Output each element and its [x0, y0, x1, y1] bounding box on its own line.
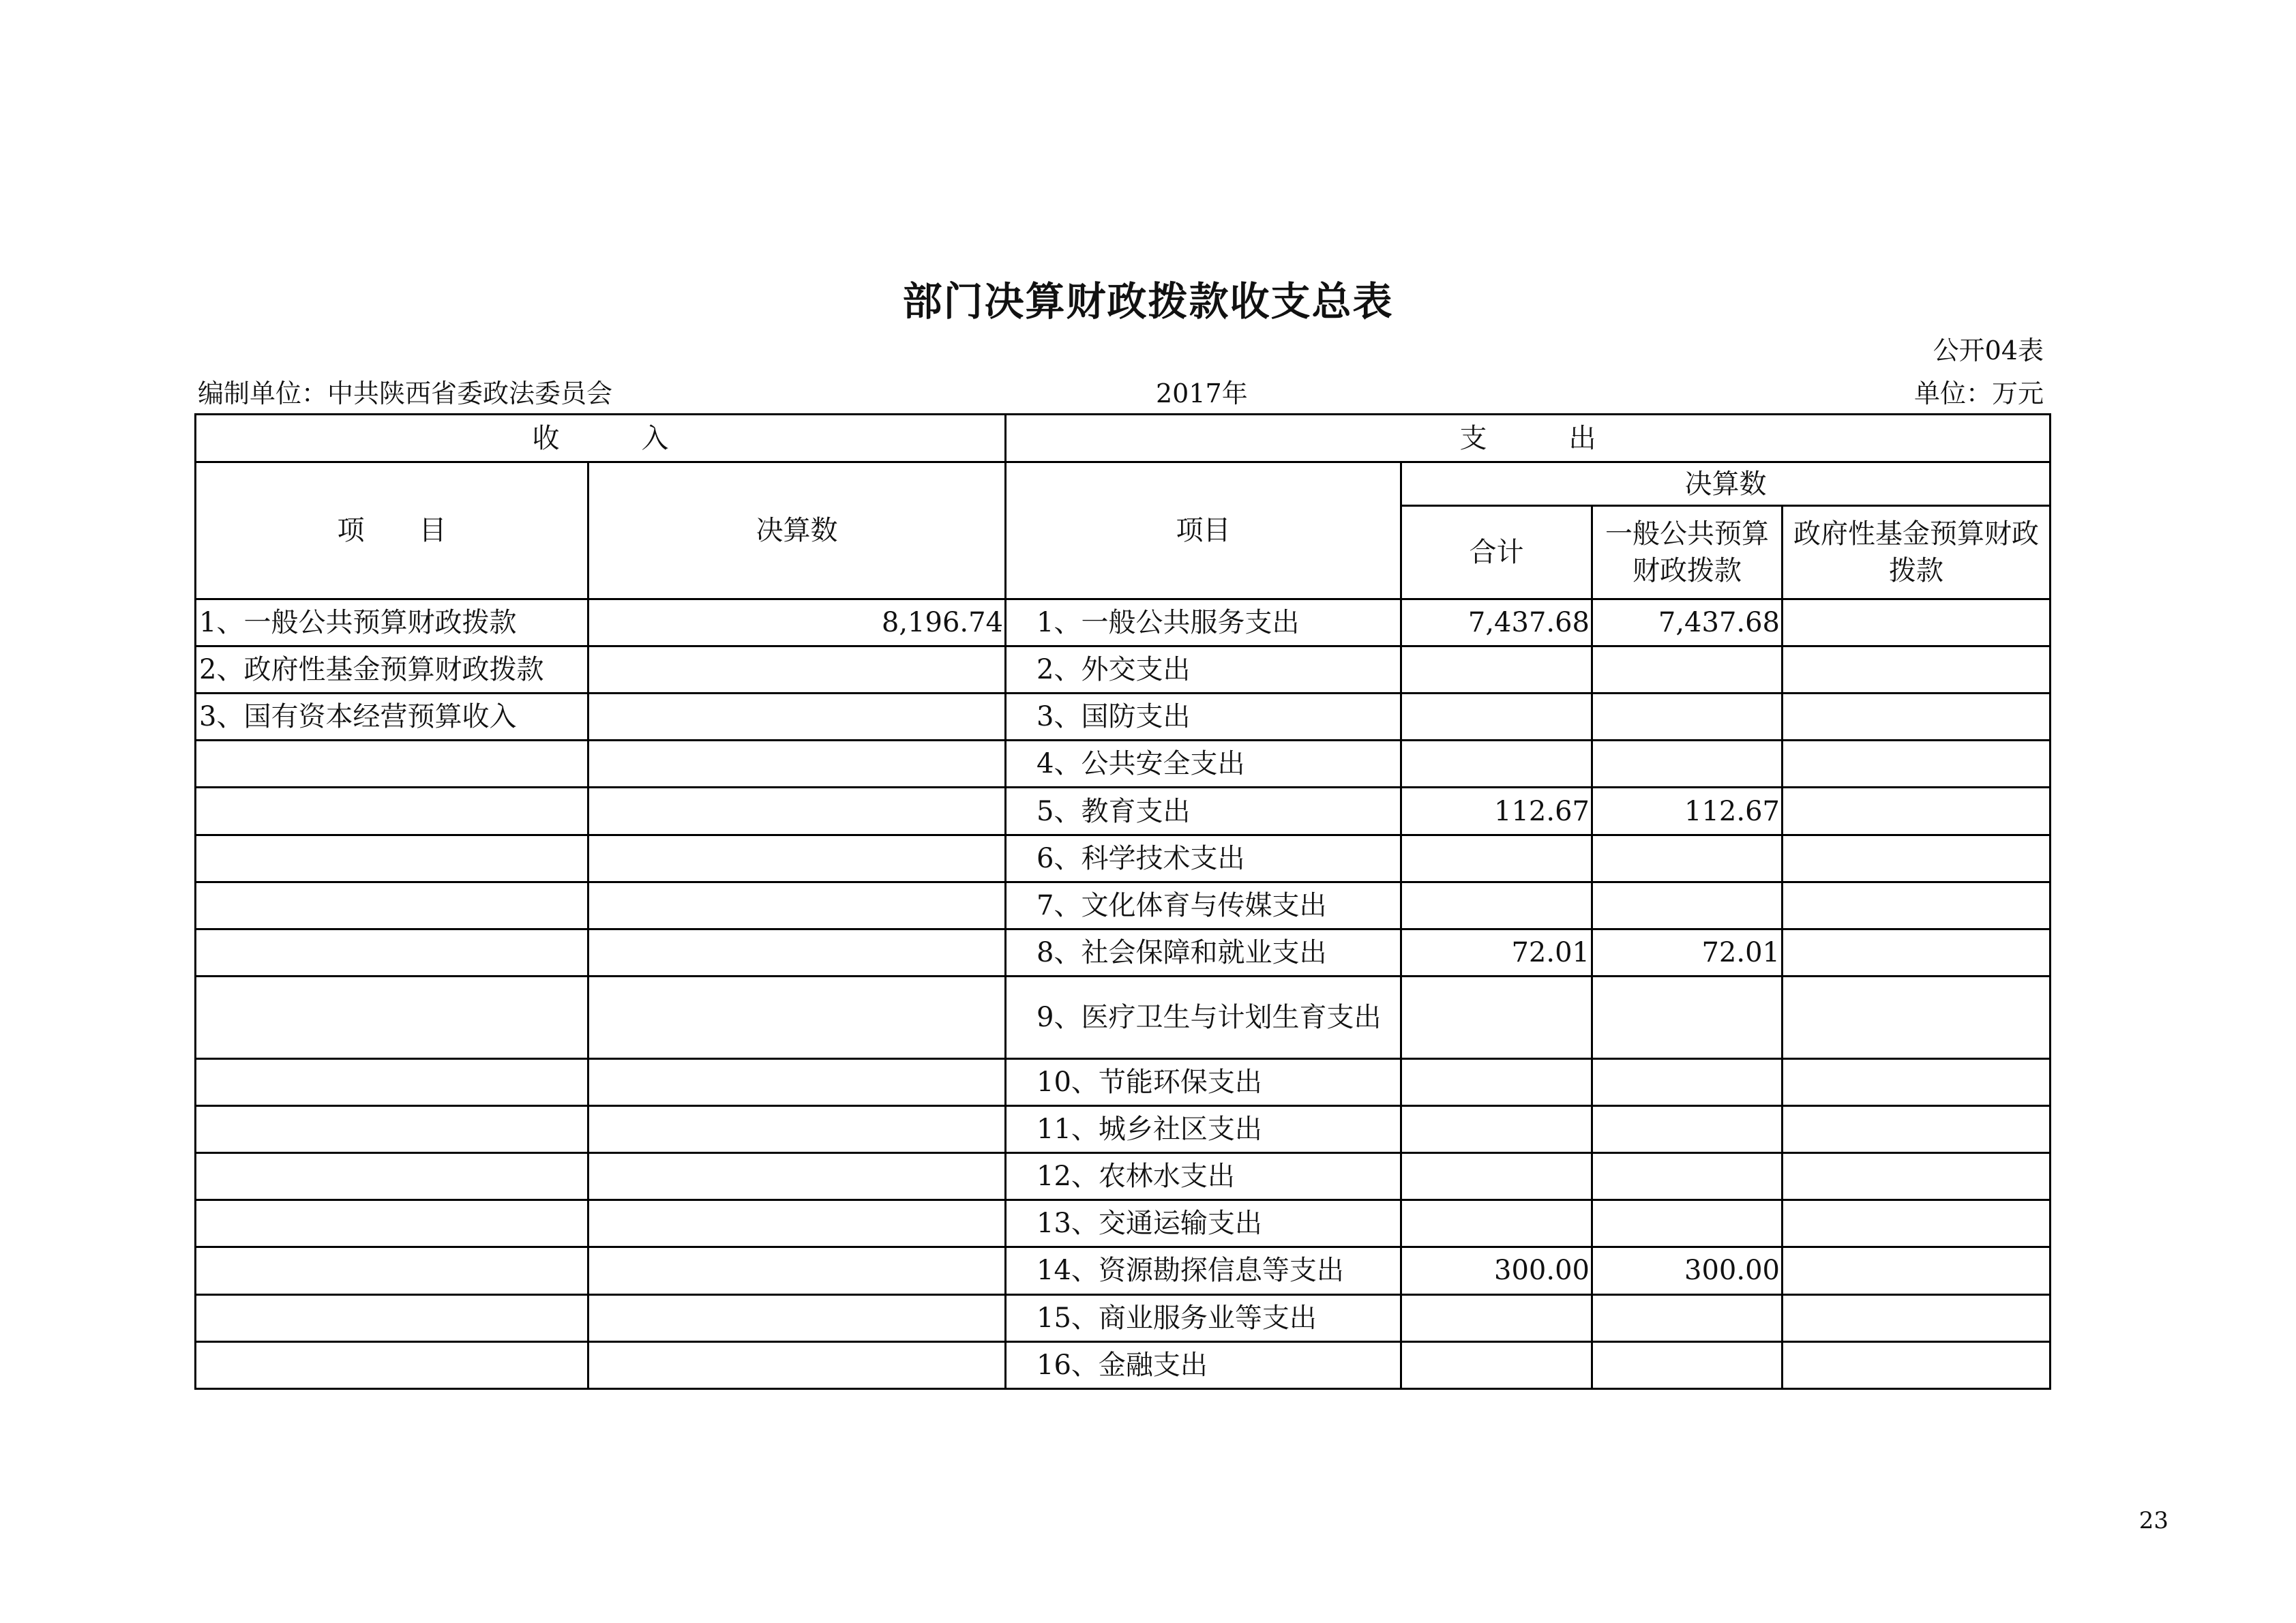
fund-budget-cell — [1783, 1341, 2051, 1388]
general-budget-cell: 112.67 — [1592, 788, 1783, 835]
fund-budget-cell — [1783, 929, 2051, 977]
expense-header: 支 出 — [1006, 415, 2051, 462]
table-row — [196, 835, 2051, 882]
fund-budget-cell — [1783, 977, 2051, 1058]
total-cell — [1401, 882, 1592, 929]
income-amount-cell — [588, 882, 1006, 929]
general-budget-cell — [1592, 1294, 1783, 1341]
general-budget-cell — [1592, 646, 1783, 693]
fund-budget-cell — [1783, 1247, 2051, 1294]
income-amount-cell — [588, 694, 1006, 741]
fund-budget-cell — [1783, 1058, 2051, 1105]
table-row — [196, 1200, 2051, 1247]
table-row — [196, 1152, 2051, 1200]
income-amount-cell — [588, 835, 1006, 882]
page-title: 部门决算财政拨款收支总表 — [902, 278, 1394, 325]
table-row — [196, 599, 2051, 646]
total-header: 合计 — [1401, 506, 1592, 599]
fund-budget-cell — [1783, 882, 2051, 929]
total-cell — [1401, 1341, 1592, 1388]
income-amount-cell — [588, 646, 1006, 693]
total-cell: 7,437.68 — [1401, 599, 1592, 646]
fund-budget-cell — [1783, 835, 2051, 882]
income-item-cell — [196, 788, 588, 835]
form-code: 公开04表 — [1933, 336, 2044, 366]
fund-budget-header: 政府性基金预算财政拨款 — [1783, 506, 2051, 599]
fund-budget-cell — [1783, 694, 2051, 741]
expense-item-header: 项目 — [1006, 462, 1401, 599]
total-cell: 112.67 — [1401, 788, 1592, 835]
expense-item-cell: 6、科学技术支出 — [1006, 835, 1401, 882]
general-budget-cell — [1592, 741, 1783, 788]
table-row — [196, 1105, 2051, 1152]
income-item-cell: 1、一般公共预算财政拨款 — [196, 599, 588, 646]
income-amount-cell: 8,196.74 — [588, 599, 1006, 646]
income-amount-cell — [588, 1058, 1006, 1105]
finance-summary-table — [194, 413, 2051, 1390]
income-amount-cell — [588, 1341, 1006, 1388]
total-cell: 300.00 — [1401, 1247, 1592, 1294]
income-item-header: 项 目 — [196, 462, 588, 599]
general-budget-cell: 300.00 — [1592, 1247, 1783, 1294]
expense-item-cell: 9、医疗卫生与计划生育支出 — [1006, 977, 1401, 1058]
general-budget-cell — [1592, 1058, 1783, 1105]
expense-item-cell: 5、教育支出 — [1006, 788, 1401, 835]
income-amount-cell — [588, 1247, 1006, 1294]
report-year: 2017年 — [1156, 378, 1248, 408]
income-header: 收 入 — [196, 415, 1006, 462]
currency-unit: 单位：万元 — [1913, 378, 2044, 408]
general-budget-cell — [1592, 977, 1783, 1058]
income-item-cell — [196, 1247, 588, 1294]
expense-amount-header: 决算数 — [1401, 462, 2051, 506]
expense-item-cell: 10、节能环保支出 — [1006, 1058, 1401, 1105]
income-item-cell — [196, 1200, 588, 1247]
income-amount-cell — [588, 1200, 1006, 1247]
expense-item-cell: 15、商业服务业等支出 — [1006, 1294, 1401, 1341]
expense-item-cell: 11、城乡社区支出 — [1006, 1105, 1401, 1152]
expense-item-cell: 14、资源勘探信息等支出 — [1006, 1247, 1401, 1294]
fund-budget-cell — [1783, 1152, 2051, 1200]
table-row — [196, 929, 2051, 977]
general-budget-cell — [1592, 835, 1783, 882]
general-budget-cell — [1592, 1341, 1783, 1388]
fund-budget-cell — [1783, 1105, 2051, 1152]
fund-budget-cell — [1783, 599, 2051, 646]
page-number: 23 — [2138, 1507, 2168, 1534]
income-item-cell — [196, 1105, 588, 1152]
income-amount-header: 决算数 — [588, 462, 1006, 599]
total-cell — [1401, 741, 1592, 788]
total-cell — [1401, 1200, 1592, 1247]
income-amount-cell — [588, 1294, 1006, 1341]
general-budget-cell — [1592, 1200, 1783, 1247]
fund-budget-cell — [1783, 646, 2051, 693]
total-cell — [1401, 1152, 1592, 1200]
expense-item-cell: 4、公共安全支出 — [1006, 741, 1401, 788]
general-budget-cell — [1592, 1152, 1783, 1200]
income-amount-cell — [588, 1105, 1006, 1152]
income-item-cell — [196, 741, 588, 788]
total-cell — [1401, 646, 1592, 693]
income-item-cell — [196, 1294, 588, 1341]
income-item-cell: 2、政府性基金预算财政拨款 — [196, 646, 588, 693]
table-row — [196, 882, 2051, 929]
fund-budget-cell — [1783, 741, 2051, 788]
expense-item-cell: 12、农林水支出 — [1006, 1152, 1401, 1200]
general-budget-header: 一般公共预算财政拨款 — [1592, 506, 1783, 599]
income-amount-cell — [588, 1152, 1006, 1200]
income-item-cell — [196, 835, 588, 882]
income-item-cell — [196, 929, 588, 977]
table-row — [196, 1058, 2051, 1105]
income-amount-cell — [588, 788, 1006, 835]
general-budget-cell — [1592, 1105, 1783, 1152]
total-cell — [1401, 977, 1592, 1058]
total-cell — [1401, 835, 1592, 882]
table-row — [196, 1294, 2051, 1341]
table-row — [196, 694, 2051, 741]
income-item-cell — [196, 1058, 588, 1105]
fund-budget-cell — [1783, 788, 2051, 835]
general-budget-cell: 7,437.68 — [1592, 599, 1783, 646]
general-budget-cell: 72.01 — [1592, 929, 1783, 977]
total-cell — [1401, 694, 1592, 741]
table-row — [196, 977, 2051, 1058]
expense-item-cell: 13、交通运输支出 — [1006, 1200, 1401, 1247]
income-item-cell — [196, 1152, 588, 1200]
income-item-cell — [196, 882, 588, 929]
total-cell: 72.01 — [1401, 929, 1592, 977]
expense-item-cell: 7、文化体育与传媒支出 — [1006, 882, 1401, 929]
expense-item-cell: 2、外交支出 — [1006, 646, 1401, 693]
income-item-cell — [196, 977, 588, 1058]
income-item-cell — [196, 1341, 588, 1388]
compiling-unit: 编制单位：中共陕西省委政法委员会 — [198, 378, 613, 408]
table-row — [196, 788, 2051, 835]
fund-budget-cell — [1783, 1200, 2051, 1247]
total-cell — [1401, 1105, 1592, 1152]
total-cell — [1401, 1294, 1592, 1341]
table-row — [196, 1247, 2051, 1294]
income-amount-cell — [588, 741, 1006, 788]
income-item-cell: 3、国有资本经营预算收入 — [196, 694, 588, 741]
expense-item-cell: 1、一般公共服务支出 — [1006, 599, 1401, 646]
table-row — [196, 646, 2051, 693]
income-amount-cell — [588, 977, 1006, 1058]
fund-budget-cell — [1783, 1294, 2051, 1341]
general-budget-cell — [1592, 694, 1783, 741]
income-amount-cell — [588, 929, 1006, 977]
general-budget-cell — [1592, 882, 1783, 929]
expense-item-cell: 8、社会保障和就业支出 — [1006, 929, 1401, 977]
table-row — [196, 741, 2051, 788]
expense-item-cell: 3、国防支出 — [1006, 694, 1401, 741]
total-cell — [1401, 1058, 1592, 1105]
expense-item-cell: 16、金融支出 — [1006, 1341, 1401, 1388]
table-row — [196, 1341, 2051, 1388]
